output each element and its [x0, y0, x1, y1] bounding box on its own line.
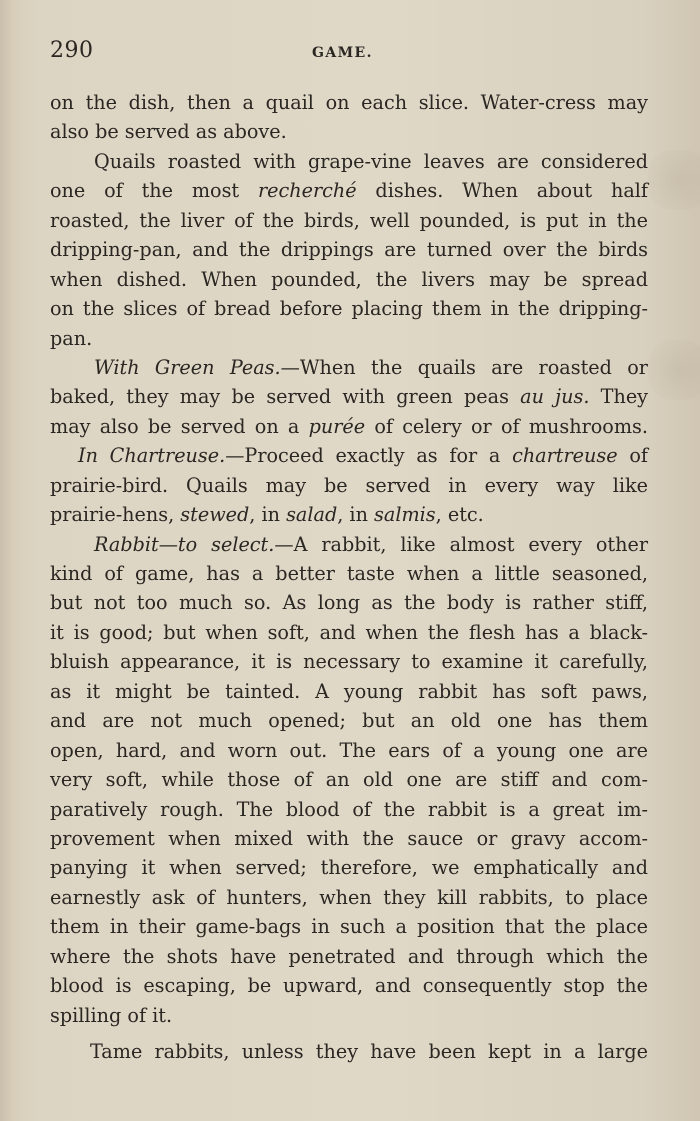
- text-line: pan.: [50, 326, 93, 350]
- text-line: open, hard, and worn out. The ears of a young one are: [50, 738, 648, 762]
- show-through-stain: [648, 150, 700, 210]
- italic-term: In Chartreuse.: [78, 444, 226, 468]
- text-line: and are not much opened; but an old one has them: [50, 709, 648, 733]
- text-line: where the shots have penetrated and through which the: [50, 944, 648, 968]
- text-line: earnestly ask of hunters, when they kill rabbits, to place: [50, 885, 648, 909]
- text-line: as it might be tainted. A young rabbit has soft paws,: [50, 679, 648, 703]
- text-line: it is good; but when soft, and when the flesh has a black-: [50, 620, 648, 644]
- text-line: on the dish, then a quail on each slice. Water-cress may: [50, 91, 648, 114]
- body-text: [50, 88, 648, 1066]
- text-line: on the slices of bread before placing them in the dripping-: [50, 297, 648, 321]
- text-line: them in their game-bags in such a position that the place: [50, 915, 648, 939]
- italic-term: au jus.: [520, 385, 590, 409]
- text-line: prairie-hens, stewed, in salad, in salmis, etc.: [50, 503, 484, 527]
- text-line: roasted, the liver of the birds, well pounded, is put in the: [50, 208, 648, 232]
- italic-term: Rabbit—to select.: [94, 532, 275, 556]
- running-head: GAME.: [312, 45, 373, 61]
- page-header: [50, 38, 648, 70]
- italic-term: salmis: [374, 503, 436, 527]
- italic-term: purée: [308, 414, 366, 438]
- text-line: Quails roasted with grape-vine leaves are considered: [94, 149, 648, 173]
- italic-term: chartreuse: [512, 444, 618, 468]
- italic-term: recherché: [257, 179, 357, 203]
- italic-term: With Green Peas.: [94, 355, 281, 379]
- text-line: baked, they may be served with green peas au jus. They: [50, 385, 649, 409]
- text-line: one of the most recherché dishes. When about half: [50, 179, 648, 203]
- text-line: Rabbit—to select.—A rabbit, like almost every other: [94, 532, 648, 556]
- text-line: panying it when served; therefore, we emphatically and: [50, 856, 648, 880]
- italic-term: stewed: [180, 503, 250, 527]
- text-line: In Chartreuse.—Proceed exactly as for a chartreuse of: [78, 444, 648, 468]
- text-line: prairie-bird. Quails may be served in every way like: [50, 473, 648, 497]
- text-line: spilling of it.: [50, 1003, 173, 1027]
- paragraph-gap: [50, 1030, 648, 1037]
- page-number: 290: [50, 38, 94, 63]
- text-line: blood is escaping, be upward, and consequently stop the: [50, 974, 648, 998]
- text-line: also be served as above.: [50, 120, 287, 144]
- italic-term: salad: [286, 503, 338, 527]
- text-line: provement when mixed with the sauce or gravy accom-: [50, 826, 648, 850]
- text-line: Tame rabbits, unless they have been kept in a large: [90, 1040, 648, 1063]
- text-line: With Green Peas.—When the quails are roasted or: [94, 355, 648, 379]
- text-line: very soft, while those of an old one are stiff and com-: [50, 768, 648, 792]
- text-line: dripping-pan, and the drippings are turned over the birds: [50, 238, 648, 262]
- text-line: kind of game, has a better taste when a little seasoned,: [50, 562, 648, 585]
- text-line: may also be served on a purée of celery or of mushrooms.: [50, 414, 648, 438]
- text-line: paratively rough. The blood of the rabbit is a great im-: [50, 797, 648, 821]
- text-line: but not too much so. As long as the body is rather stiff,: [50, 591, 648, 615]
- text-line: bluish appearance, it is necessary to examine it carefully,: [50, 650, 648, 674]
- show-through-stain: [648, 340, 700, 400]
- text-line: when dished. When pounded, the livers may be spread: [50, 267, 648, 291]
